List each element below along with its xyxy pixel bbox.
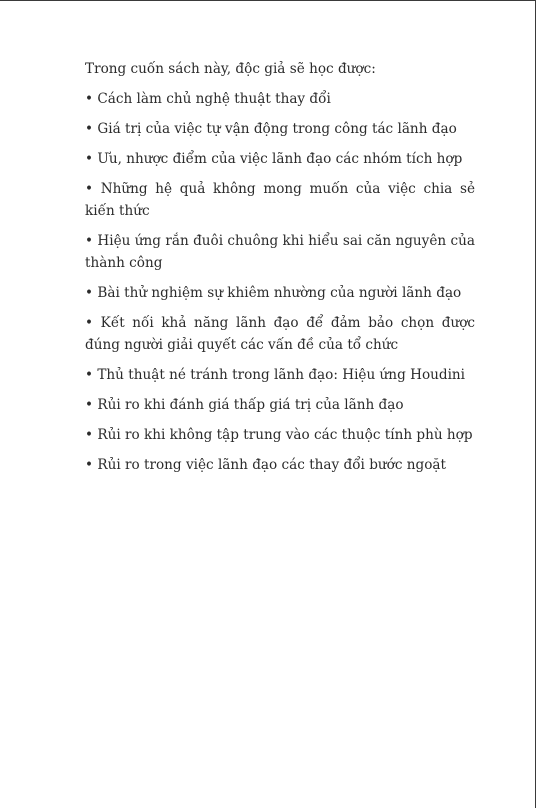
bullet-icon: •: [85, 181, 94, 197]
list-item: [85, 312, 475, 356]
bullet-icon: •: [85, 91, 94, 107]
learning-points-list: [85, 88, 475, 476]
intro-text: Trong cuốn sách này, độc giả sẽ học được:: [85, 61, 376, 77]
list-item: [85, 424, 475, 446]
list-item: [85, 394, 475, 416]
bullet-icon: •: [85, 151, 94, 167]
list-item-text: Những hệ quả không mong muốn của việc chia sẻ kiến thức: [85, 181, 475, 219]
bullet-icon: •: [85, 427, 94, 443]
list-item: [85, 282, 475, 304]
list-item-text: Ưu, nhược điểm của việc lãnh đạo các nhóm tích hợp: [97, 151, 463, 167]
list-item-text: Thủ thuật né tránh trong lãnh đạo: Hiệu ứng Houdini: [97, 367, 466, 383]
list-item: [85, 364, 475, 386]
list-item: [85, 454, 475, 476]
page-content: [85, 58, 475, 484]
list-item-text: Hiệu ứng rắn đuôi chuông khi hiểu sai căn nguyên của thành công: [85, 233, 475, 271]
bullet-icon: •: [85, 315, 94, 331]
list-item: [85, 148, 475, 170]
list-item-text: Giá trị của việc tự vận động trong công tác lãnh đạo: [97, 121, 457, 137]
bullet-icon: •: [85, 457, 94, 473]
bullet-icon: •: [85, 233, 94, 249]
bullet-icon: •: [85, 397, 94, 413]
list-item-text: Rủi ro khi không tập trung vào các thuộc tính phù hợp: [97, 427, 473, 443]
list-item-text: Kết nối khả năng lãnh đạo để đảm bảo chọn được đúng người giải quyết các vấn đề của tổ chức: [85, 315, 476, 353]
list-item: [85, 178, 475, 222]
list-item-text: Rủi ro khi đánh giá thấp giá trị của lãnh đạo: [97, 397, 404, 413]
list-item-text: Cách làm chủ nghệ thuật thay đổi: [97, 91, 331, 107]
list-item: [85, 88, 475, 110]
bullet-icon: •: [85, 367, 94, 383]
list-item: [85, 118, 475, 140]
bullet-icon: •: [85, 285, 94, 301]
bullet-icon: •: [85, 121, 94, 137]
list-item-text: Bài thử nghiệm sự khiêm nhường của người lãnh đạo: [97, 285, 462, 301]
list-item: [85, 230, 475, 274]
list-item-text: Rủi ro trong việc lãnh đạo các thay đổi bước ngoặt: [97, 457, 446, 473]
